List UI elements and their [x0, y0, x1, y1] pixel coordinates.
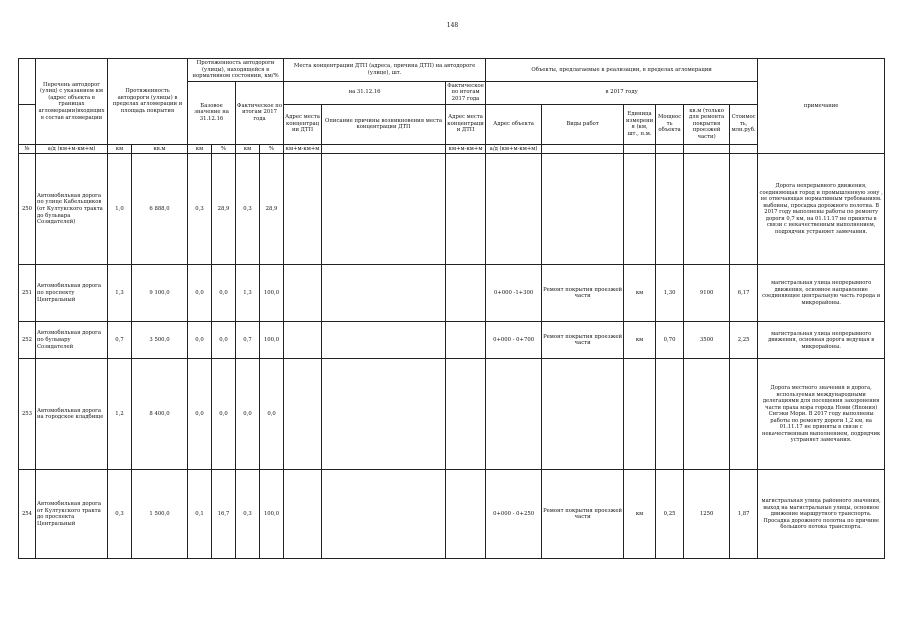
header-dtp-reasons: Описание причины возникновения места концентрации ДТП — [322, 104, 446, 144]
remark-text: Дорога непрерывного движения, соединяющая город и промышленную зону , не отвечающая нормативным требованиям. выбоины, просадка дорожного полотна. В 2017 году выполнены работы по ремонту дороги 0,7 км, на 01.11.17 не приняты в связи с некачественным выполнением, подрядчик устраняет замечания. — [758, 154, 885, 265]
capacity-value — [656, 154, 684, 265]
header-dtp-address-2: Адрес места концентрации ДТП — [446, 104, 486, 144]
road-table-sheet — [18, 58, 884, 559]
dtp-address2-cell — [446, 265, 486, 322]
area-sqm: 9 100,0 — [132, 265, 188, 322]
page-number: 148 — [446, 22, 459, 29]
unit-value — [624, 359, 656, 470]
dtp-address-cell — [284, 470, 322, 559]
area-value: 1250 — [684, 470, 730, 559]
capacity-value: 0,25 — [656, 470, 684, 559]
base-km: 0,0 — [188, 359, 212, 470]
length-km: 1,2 — [108, 359, 132, 470]
cost-value — [730, 154, 758, 265]
row-number: 250 — [19, 154, 36, 265]
dtp-address2-cell — [446, 154, 486, 265]
header-dtp-group: Места концентрации ДТП (адреса, причина ДТП) на автодороге (улице), шт. — [284, 59, 486, 82]
header-object-address: Адрес объекта — [486, 104, 542, 144]
length-km: 1,0 — [108, 154, 132, 265]
header-capacity: Мощность объекта — [656, 104, 684, 144]
base-pct: 0,0 — [212, 265, 236, 322]
header-work-types: Виды работ — [542, 104, 624, 144]
area-value: 3500 — [684, 322, 730, 359]
unit-cell: км — [188, 144, 212, 154]
unit-cell: кв.м — [132, 144, 188, 154]
area-sqm: 8 400,0 — [132, 359, 188, 470]
capacity-value: 0,70 — [656, 322, 684, 359]
unit-cell — [656, 144, 684, 154]
base-pct: 0,0 — [212, 359, 236, 470]
header-actual-value: Фактическое по итогам 2017 года — [236, 81, 284, 144]
unit-cell: а/д (км+м-км+м) — [486, 144, 542, 154]
header-on-date: на 31.12.16 — [284, 81, 446, 104]
unit-cell: % — [212, 144, 236, 154]
unit-cell: км+м-км+м — [446, 144, 486, 154]
work-type — [542, 359, 624, 470]
road-objects-table — [18, 58, 885, 559]
area-sqm: 3 500,0 — [132, 322, 188, 359]
base-km: 0,3 — [188, 154, 212, 265]
cost-value — [730, 359, 758, 470]
dtp-reason-cell — [322, 359, 446, 470]
dtp-address-cell — [284, 359, 322, 470]
cost-value: 6,17 — [730, 265, 758, 322]
area-value: 9100 — [684, 265, 730, 322]
row-number: 252 — [19, 322, 36, 359]
unit-cell: % — [260, 144, 284, 154]
units-row — [19, 144, 885, 154]
fact-pct: 0,0 — [260, 359, 284, 470]
fact-pct: 100,0 — [260, 470, 284, 559]
cost-value: 1,87 — [730, 470, 758, 559]
unit-cell — [684, 144, 730, 154]
dtp-address2-cell — [446, 470, 486, 559]
unit-value — [624, 154, 656, 265]
object-address: 0+000 - 0+700 — [486, 322, 542, 359]
header-year-2017: в 2017 году — [486, 81, 758, 104]
road-name: Автомобильная дорога по бульвару Созидателей — [36, 322, 108, 359]
road-name: Автомобильная дорога по улице Кабельщиков (от Култукского тракта до бульвара Созидателей) — [36, 154, 108, 265]
header-normative-group: Протяженность автодороги (улицы), находящейся в нормативном состоянии, км/% — [188, 59, 284, 82]
header-objects-group: Объекты, предлагаемые к реализации, в пределах агломерации — [486, 59, 758, 82]
road-name: Автомобильная дорога на городское кладбище — [36, 359, 108, 470]
unit-cell — [730, 144, 758, 154]
road-name: Автомобильная дорога от Култукского тракта до проспекта Центральный — [36, 470, 108, 559]
fact-km: 0,3 — [236, 470, 260, 559]
remark-text: магистральная улица районного значения, выход на магистральные улицы, основное движение маршрутного транспорта. Просадка дорожного полотна по причине большого потока транспорта. — [758, 470, 885, 559]
work-type: Ремонт покрытия проезжей части — [542, 322, 624, 359]
fact-km: 0,7 — [236, 322, 260, 359]
base-km: 0,1 — [188, 470, 212, 559]
unit-cell: км — [108, 144, 132, 154]
work-type: Ремонт покрытия проезжей части — [542, 265, 624, 322]
dtp-address-cell — [284, 322, 322, 359]
dtp-address-cell — [284, 154, 322, 265]
header-sqm: кв.м (только для ремонта покрытия проезжей части) — [684, 104, 730, 144]
unit-value: км — [624, 265, 656, 322]
header-cost: Стоимость, млн.руб. — [730, 104, 758, 144]
dtp-address-cell — [284, 265, 322, 322]
length-km: 0,3 — [108, 470, 132, 559]
col-number-header — [19, 59, 36, 105]
capacity-value: 1,30 — [656, 265, 684, 322]
row-number: 253 — [19, 359, 36, 470]
table-row — [19, 322, 885, 359]
base-pct: 0,0 — [212, 322, 236, 359]
table-row — [19, 359, 885, 470]
header-remarks: примечание — [758, 59, 885, 154]
object-address — [486, 154, 542, 265]
area-value — [684, 359, 730, 470]
dtp-address2-cell — [446, 322, 486, 359]
table-row — [19, 154, 885, 265]
unit-cell — [624, 144, 656, 154]
area-value — [684, 154, 730, 265]
length-km: 1,3 — [108, 265, 132, 322]
fact-pct: 28,9 — [260, 154, 284, 265]
header-road-list: Перечень автодорог (улиц) с указанием км (адрес объекта в границах агломерации)входящих в состав агломерации — [36, 59, 108, 145]
unit-cell: км — [236, 144, 260, 154]
unit-value: км — [624, 470, 656, 559]
road-name: Автомобильная дорога по проспекту Центральный — [36, 265, 108, 322]
fact-km: 0,3 — [236, 154, 260, 265]
unit-cell: № — [19, 144, 36, 154]
fact-pct: 100,0 — [260, 265, 284, 322]
object-address: 0+000 -1+300 — [486, 265, 542, 322]
row-number: 254 — [19, 470, 36, 559]
base-km: 0,0 — [188, 265, 212, 322]
work-type — [542, 154, 624, 265]
area-sqm: 6 888,0 — [132, 154, 188, 265]
header-actual-2017: Фактическое по итогам 2017 года — [446, 81, 486, 104]
base-pct: 28,9 — [212, 154, 236, 265]
col-number-header-cont — [19, 104, 36, 144]
base-km: 0,0 — [188, 322, 212, 359]
header-base-value: Базовое значение на 31.12.16 — [188, 81, 236, 144]
object-address: 0+000 - 0+250 — [486, 470, 542, 559]
table-row — [19, 470, 885, 559]
cost-value: 2,25 — [730, 322, 758, 359]
unit-cell — [322, 144, 446, 154]
header-dtp-address: Адрес места концентрации ДТП — [284, 104, 322, 144]
base-pct: 16,7 — [212, 470, 236, 559]
dtp-reason-cell — [322, 154, 446, 265]
unit-cell: а/д (км+м-км+м) — [36, 144, 108, 154]
work-type: Ремонт покрытия проезжей части — [542, 470, 624, 559]
unit-value: км — [624, 322, 656, 359]
remark-text: магистральная улица непрерывного движения, основное направление соединяющее центральную часть города и микрорайоны. — [758, 265, 885, 322]
object-address — [486, 359, 542, 470]
remark-text: магистральная улица непрерывного движения, основная дорога ведущая в микрорайоны. — [758, 322, 885, 359]
dtp-reason-cell — [322, 322, 446, 359]
remark-text: Дорога местного значения и дорога, используемая международными делегациями для посещения захоронения чаcти праха мэра города Номи (Япония) Сигэки Мори. В 2017 году выполнены работы по ремонту дороги 1,2 км, на 01.11.17 не приняты в связи с некачественным выполнением, подрядчик устраняет замечания. — [758, 359, 885, 470]
unit-cell: км+м-км+м — [284, 144, 322, 154]
unit-cell — [542, 144, 624, 154]
capacity-value — [656, 359, 684, 470]
fact-pct: 100,0 — [260, 322, 284, 359]
dtp-reason-cell — [322, 470, 446, 559]
fact-km: 0,0 — [236, 359, 260, 470]
fact-km: 1,3 — [236, 265, 260, 322]
length-km: 0,7 — [108, 322, 132, 359]
dtp-reason-cell — [322, 265, 446, 322]
table-row — [19, 265, 885, 322]
row-number: 251 — [19, 265, 36, 322]
header-unit: Единица измерения (км, шт., п.м. — [624, 104, 656, 144]
area-sqm: 1 500,0 — [132, 470, 188, 559]
header-length-group: Протяженность автодороги (улицы) в пределах агломерации и площадь покрытия — [108, 59, 188, 145]
dtp-address2-cell — [446, 359, 486, 470]
